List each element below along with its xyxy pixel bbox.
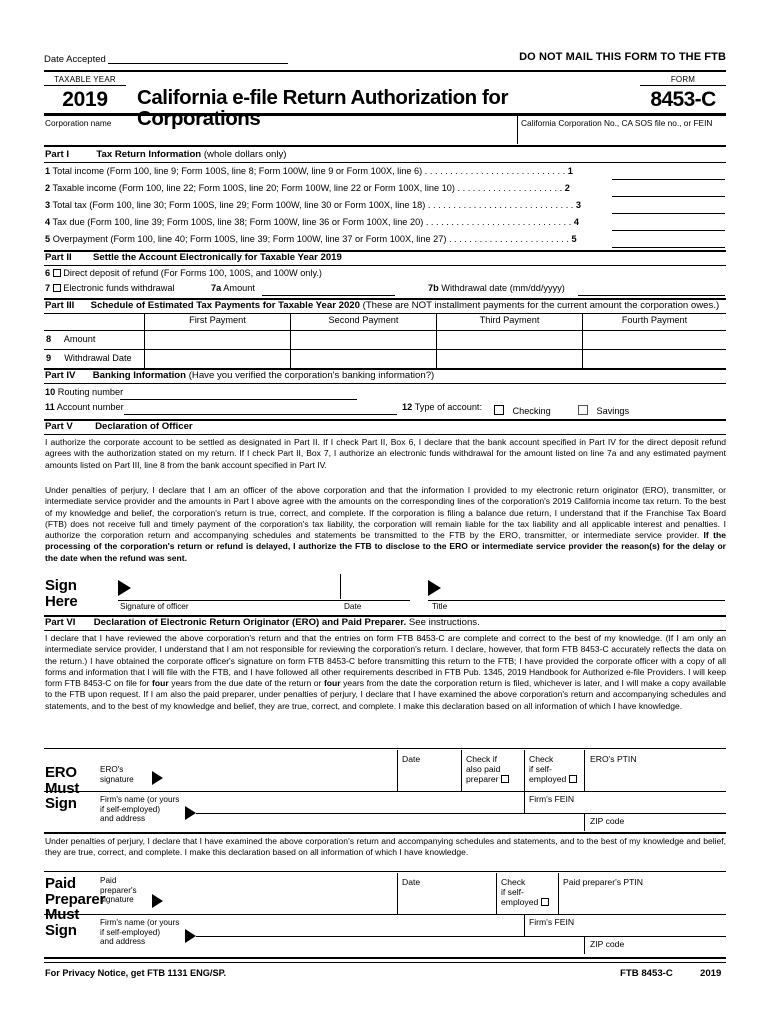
part-1-note: (whole dollars only) [203, 149, 287, 160]
part3-date-cell-4[interactable] [584, 350, 725, 367]
part-4-header [45, 370, 725, 381]
paid-zip-input[interactable] [588, 947, 724, 955]
part-6-header [45, 617, 725, 628]
row-number: 8 [46, 334, 52, 344]
paid-row2-top-rule [132, 914, 726, 915]
ero-zip-input[interactable] [588, 824, 724, 832]
part-6-note: See instructions. [408, 617, 480, 628]
ero-also-paid-l2: also paid [466, 764, 501, 774]
ero-also-paid-l1: Check if [466, 754, 498, 764]
part6-paragraph [45, 633, 726, 712]
ero-label-line-2: Must [45, 779, 80, 797]
line-text: Overpayment (Form 100, line 40; Form 100S, line 39; Form 100W, line 37 or Form 100X, line 27) [52, 234, 447, 244]
paid-block-top-rule [44, 871, 726, 872]
paid-block-bottom-rule [44, 957, 726, 959]
paid-self-employed-checkbox[interactable] [541, 898, 549, 906]
row-label: Withdrawal Date [64, 353, 132, 363]
footer-top-rule [44, 962, 726, 963]
ero-self-emp-l3-text: employed [529, 774, 567, 784]
ero-label-line-3: Sign [45, 795, 77, 812]
part-1-title: Tax Return Information [96, 149, 202, 160]
officer-title-label: Title [432, 602, 448, 611]
part2-line-6 [45, 268, 322, 278]
paid-self-emp-l3 [501, 897, 549, 907]
part3-date-cell-2[interactable] [292, 350, 435, 367]
part3-row-9 [46, 353, 132, 363]
leader-dots: . . . . . . . . . . . . . . . . . . . . . . . . [448, 234, 569, 244]
leader-dots: . . . . . . . . . . . . . . . . . . . . . . . . . . . . . [427, 200, 574, 210]
line-number: 10 [45, 387, 56, 397]
part6-bold-1: four [152, 678, 169, 689]
line-number: 3 [45, 200, 51, 210]
paid-date-input[interactable] [400, 888, 492, 913]
footer-form-id: FTB 8453-C [620, 968, 673, 979]
do-not-mail-notice: DO NOT MAIL THIS FORM TO THE FTB [519, 51, 726, 63]
checking-label: Checking [512, 406, 551, 416]
line-text: Amount [223, 283, 255, 293]
savings-option[interactable] [578, 401, 629, 419]
row-number: 9 [46, 353, 52, 363]
ero-row2-top-rule-left [44, 791, 132, 792]
paid-vline-zip [584, 936, 585, 954]
ero-signature-arrow-icon [152, 771, 163, 785]
part3-col-header-3: Third Payment [479, 315, 540, 325]
part-6-rule [44, 630, 726, 631]
part3-amount-cell-1[interactable] [146, 331, 289, 348]
part-5-rule [44, 434, 726, 435]
part-5-title: Declaration of Officer [95, 421, 193, 432]
date-accepted-label: Date Accepted [44, 54, 106, 65]
paid-vline-ptin [558, 873, 559, 914]
part3-col-header-1: First Payment [189, 315, 246, 325]
ero-row2-top-rule [132, 791, 726, 792]
part6-para-c: years from the date the corporation return is filed, whichever is later, and I will make a copy available to the FTB upon request. If I am also the paid preparer, under penalties of perjury, I declare that I have examined the above corporation's return and accompanying schedules and statements, and to the best of my knowledge and belief, they are true, correct, and complete. I make this declaration based on all information of which I have knowledge. [45, 678, 727, 711]
part-6-title: Declaration of Electronic Return Originator (ERO) and Paid Preparer. [93, 617, 407, 628]
part-2-rule [44, 265, 726, 266]
paid-firm-l2: if self-employed) [100, 927, 161, 937]
part-6-number: Part VI [45, 617, 76, 628]
part3-amount-cell-4[interactable] [584, 331, 725, 348]
sign-here-label [45, 578, 78, 609]
line-ref: 3 [575, 200, 582, 210]
officer-title-input[interactable] [428, 574, 725, 600]
line-text: Direct deposit of refund (For Forms 100, 100S, and 100W only.) [63, 268, 322, 278]
ero-firm-l1: Firm's name (or yours [100, 795, 180, 804]
ero-firm-address-input[interactable] [196, 814, 525, 830]
line-ref: 4 [573, 217, 579, 227]
part-5-number: Part V [45, 421, 73, 432]
part-4-title: Banking Information [92, 370, 187, 381]
paid-ptin-label: Paid preparer's PTIN [563, 877, 643, 887]
part3-date-cell-3[interactable] [438, 350, 581, 367]
ero-vline-zip [584, 813, 585, 831]
part1-line-2-input[interactable] [612, 183, 725, 197]
ero-zip-label: ZIP code [590, 816, 625, 826]
ero-self-emp-l2: if self- [529, 764, 552, 774]
part1-line-3-input[interactable] [612, 200, 725, 214]
part3-col-header-4: Fourth Payment [621, 315, 688, 325]
paid-firm-address-input[interactable] [196, 937, 525, 953]
part4-line-11 [45, 402, 124, 412]
part3-vline-1 [290, 313, 291, 368]
line-text: Routing number [57, 387, 124, 397]
part6-para-a: I declare that I have reviewed the above corporation's return and that the entries on form FTB 8453-C are complete and correct to the best of my knowledge. (If I am only an intermediate service provider, I understand that I am not responsible for reviewing the corporation's return. I declare, however, that form FTB 8453-C accurately reflects the data on the return.) I have obtained the corporate officer's signature on form FTB 8453-C before transmitting this return to the FTB; I have provided the corporate officer with a copy of all forms and information that I will file with the FTB, and I have followed all other requirements described in FTB Pub. 1345, 2019 Handbook for Authorized e-file Providers. I will keep form FTB 8453-C on file for [45, 633, 726, 689]
line-text: Total tax (Form 100, line 30; Form 100S, line 29; Form 100W, line 30 or Form 100X, line 18) [52, 200, 426, 210]
part6-bold-2: four [323, 678, 341, 689]
paid-self-emp-l3-text: employed [501, 897, 539, 907]
row-label: Amount [63, 334, 96, 344]
part-3-title: Schedule of Estimated Tax Payments for Taxable Year 2020 [90, 300, 360, 311]
part-3-note: (These are NOT installment payments for the current amount the corporation owes.) [362, 300, 720, 311]
line-number: 1 [45, 166, 51, 176]
paid-signature-arrow-icon [152, 894, 163, 908]
corporation-id-input[interactable] [521, 128, 724, 144]
corp-id-divider [517, 116, 518, 144]
part2-line-7b [428, 283, 565, 293]
part2-line-7a [211, 283, 255, 293]
paid-firm-l3: and address [100, 937, 146, 947]
paid-date-label: Date [402, 877, 421, 887]
part5-para2-text: Under penalties of perjury, I declare that I am an officer of the above corporation and that the information I provided to my electronic return originator (ERO), transmitter, or intermediate service provider and the amounts in Part I above agree with the amounts on the corresponding lines of the corporation's 2019 California income tax return. To the best of my knowledge and belief, the corporation's return is true, correct, and complete. If the corporation is filing a balance due return, I understand that if the Franchise Tax Board (FTB) does not receive full and timely payment of the corporation's tax liability, the corporation will remain liable for the tax liability and all applicable interest and penalties. I authorize the corporation return and accompanying schedules and statements be transmitted to the FTB by the ERO, transmitter, or intermediate service provider. [45, 485, 726, 541]
part6-para-b: years from the due date of the return or [168, 678, 324, 689]
part-2-header [45, 252, 725, 263]
part4-line-10 [45, 387, 123, 397]
line-number: 12 [402, 402, 413, 412]
officer-date-input[interactable] [344, 574, 408, 600]
part-4-rule [44, 383, 726, 384]
date-accepted-input[interactable] [108, 50, 288, 64]
privacy-notice: For Privacy Notice, get FTB 1131 ENG/SP. [45, 968, 227, 978]
line-ref: 2 [564, 183, 570, 193]
part-3-header [45, 300, 725, 311]
line-text: Type of account: [414, 402, 483, 412]
part3-vline-2 [436, 313, 437, 368]
signature-of-officer-label: Signature of officer [120, 602, 189, 611]
part2-withdrawal-date-input[interactable] [578, 283, 725, 296]
ero-also-paid-l3 [466, 774, 509, 784]
corp-row-rule [44, 145, 726, 147]
ero-date-label: Date [402, 754, 421, 764]
paid-firm-arrow-icon [185, 929, 196, 943]
ero-signature-input[interactable] [166, 752, 394, 790]
part5-paragraph-1: I authorize the corporate account to be settled as designated in Part II. If I check Part II, Box 6, I declare that the bank account specified in Part IV for the direct deposit refund agrees with the authorization stated on my return. If I check Part II, Box 7, I authorize an electronic funds withdrawal for the amount listed on line 7a and any estimated payment amounts listed on Part III, line 8 from the bank account specified in Part IV. [45, 437, 726, 470]
part1-line-3 [45, 200, 581, 210]
ero-vline-fein [524, 791, 525, 813]
ero-self-employed-checkbox[interactable] [569, 775, 577, 783]
footer-year: 2019 [700, 968, 722, 979]
ero-signature-label [100, 765, 134, 784]
part1-line-5-input[interactable] [612, 234, 725, 248]
paid-firm-label [100, 918, 179, 947]
ero-firm-name-input[interactable] [196, 795, 525, 813]
part-5-header [45, 421, 725, 432]
part3-amount-cell-2[interactable] [292, 331, 435, 348]
paid-zip-top-rule [525, 936, 726, 937]
part2-amount-input[interactable] [262, 283, 395, 296]
paid-check-self-employed[interactable] [501, 877, 549, 907]
part3-vline-0 [144, 313, 145, 368]
taxable-year-label: TAXABLE YEAR [44, 75, 126, 86]
page-title: California e-file Return Authorization for Corporations [137, 86, 508, 130]
ero-block-bottom-rule [44, 832, 726, 834]
leader-dots: . . . . . . . . . . . . . . . . . . . . . [457, 183, 563, 193]
line-text: Taxable income (Form 100, line 22; Form 100S, line 20; Form 100W, line 22 or Form 100X, line 10) [52, 183, 455, 193]
checking-option[interactable] [494, 401, 551, 419]
part-4-note: (Have you verified the corporation's banking information?) [188, 370, 435, 381]
paid-firm-name-input[interactable] [196, 918, 525, 936]
ero-check-self-employed[interactable] [529, 754, 577, 784]
ero-block-top-rule [44, 748, 726, 749]
paid-label-line-4: Sign [45, 921, 77, 939]
ero-vline-ptin [584, 750, 585, 791]
paid-signature-input[interactable] [166, 875, 394, 913]
savings-label: Savings [596, 406, 630, 416]
line-number: 11 [45, 402, 55, 412]
line-text: Total income (Form 100, line 9; Form 100S, line 8; Form 100W, line 9 or Form 100X, line 6) [52, 166, 423, 176]
ero-also-paid-preparer-checkbox[interactable] [501, 775, 509, 783]
part-2-title: Settle the Account Electronically for Taxable Year 2019 [93, 252, 342, 263]
paid-label-line-3: Must [45, 906, 80, 923]
paid-preparer-must-sign-label [45, 876, 105, 938]
part4-line-12 [402, 402, 482, 412]
line-number: 7a [211, 283, 222, 293]
line-text: Account number [56, 402, 124, 412]
part-1-number: Part I [45, 149, 69, 160]
sign-here-line-1: Sign [45, 577, 77, 594]
ero-vline-date [397, 750, 398, 791]
paid-vline-fein [524, 914, 525, 936]
part5-paragraph-2 [45, 485, 726, 564]
part-3-number: Part III [45, 300, 75, 311]
paid-ptin-input[interactable] [561, 888, 724, 913]
paid-vline-selfemp [496, 873, 497, 914]
ero-firm-l3: and address [100, 814, 146, 824]
line-number: 7b [428, 283, 439, 293]
paid-label-line-2: Preparer [45, 890, 106, 908]
line-number: 4 [45, 217, 51, 227]
ero-check-also-paid[interactable] [466, 754, 509, 784]
part-4-number: Part IV [45, 370, 76, 381]
officer-date-label: Date [344, 602, 362, 611]
officer-title-rule [428, 600, 725, 601]
sign-here-line-2: Here [45, 592, 78, 610]
line-number: 2 [45, 183, 51, 193]
ero-firm-label [100, 795, 179, 824]
ero-signature-label-l2: signature [100, 774, 134, 784]
corporation-name-label: Corporation name [45, 118, 112, 128]
leader-dots: . . . . . . . . . . . . . . . . . . . . . . . . . . . . [424, 166, 566, 176]
part1-line-4 [45, 217, 579, 227]
ero-fein-label: Firm's FEIN [529, 794, 575, 804]
account-number-input[interactable] [124, 402, 397, 415]
ero-self-emp-l1: Check [529, 754, 554, 764]
paid-signature-label-l3: signature [100, 895, 134, 905]
line-number: 7 [45, 283, 51, 293]
header-rule-top [44, 70, 726, 72]
form-number: 8453-C [650, 88, 716, 111]
part3-vline-3 [582, 313, 583, 368]
part1-line-5 [45, 234, 577, 244]
line-number: 6 [45, 268, 51, 278]
electronic-funds-withdrawal-checkbox[interactable] [53, 284, 61, 292]
ero-ptin-input[interactable] [588, 765, 724, 790]
paid-label-line-1: Paid [45, 875, 76, 892]
ero-vline-alsopaid [461, 750, 462, 791]
line-text: Electronic funds withdrawal [63, 283, 175, 293]
ero-label-line-1: ERO [45, 764, 77, 781]
part-1-header [45, 149, 725, 160]
title-rule-bottom [44, 113, 726, 116]
paid-self-emp-l1: Check [501, 877, 526, 887]
paid-vline-date [397, 873, 398, 914]
ero-date-input[interactable] [400, 765, 460, 790]
paid-signature-label-l2: preparer's [100, 885, 137, 895]
corporation-id-label: California Corporation No., CA SOS file no., or FEIN [521, 118, 713, 128]
leader-dots: . . . . . . . . . . . . . . . . . . . . . . . . . . . . . [425, 217, 572, 227]
part1-line-2 [45, 183, 570, 193]
line-text: Tax due (Form 100, line 39; Form 100S, line 38; Form 100W, line 36 or Form 100X, line 20) [52, 217, 424, 227]
part3-col-header-2: Second Payment [328, 315, 399, 325]
routing-number-input[interactable] [120, 387, 357, 400]
part3-row-8 [46, 334, 95, 344]
checking-checkbox[interactable] [494, 405, 504, 415]
part5-para2-bold: If the processing of the corporation's return or refund is delayed, I authorize the FTB to disclose to the ERO or intermediate service provider the reason(s) for the delay or the date when the refund was sent. [45, 530, 726, 563]
savings-checkbox[interactable] [578, 405, 588, 415]
part3-date-cell-1[interactable] [146, 350, 289, 367]
line-text: Withdrawal date (mm/dd/yyyy) [441, 283, 565, 293]
corporation-name-input[interactable] [45, 128, 515, 144]
part3-amount-cell-3[interactable] [438, 331, 581, 348]
part-2-number: Part II [45, 252, 72, 263]
officer-signature-rule [118, 600, 410, 601]
ero-also-paid-l3-text: preparer [466, 774, 499, 784]
ero-must-sign-label [45, 765, 79, 812]
paid-zip-label: ZIP code [590, 939, 625, 949]
ero-zip-top-rule [525, 813, 726, 814]
line-number: 5 [45, 234, 51, 244]
ero-self-emp-l3 [529, 774, 577, 784]
ero-firm-arrow-icon [185, 806, 196, 820]
paid-fein-label: Firm's FEIN [529, 917, 575, 927]
line-ref: 5 [571, 234, 577, 244]
paid-row2-top-rule-left [44, 914, 132, 915]
part1-line-1-input[interactable] [612, 166, 725, 180]
taxable-year-value: 2019 [62, 88, 108, 111]
part1-line-1 [45, 166, 573, 176]
paid-preparer-declaration: Under penalties of perjury, I declare that I have examined the above corporation's return and accompanying schedules and statements, and to the best of my knowledge and belief, they are true, correct, and complete. I make this declaration based on all information of which I have knowledge. [45, 836, 726, 858]
ero-ptin-label: ERO's PTIN [590, 754, 637, 764]
form-label: FORM [640, 75, 726, 86]
part-1-rule [44, 162, 726, 163]
part-3-table [44, 313, 726, 369]
paid-signature-label [100, 876, 137, 905]
paid-signature-label-l1: Paid [100, 876, 117, 885]
ero-vline-selfemp [524, 750, 525, 791]
paid-firm-l1: Firm's name (or yours [100, 918, 180, 927]
part1-line-4-input[interactable] [612, 217, 725, 231]
ero-signature-label-l1: ERO's [100, 765, 124, 774]
line-ref: 1 [567, 166, 573, 176]
direct-deposit-checkbox[interactable] [53, 269, 61, 277]
ero-firm-l2: if self-employed) [100, 804, 161, 814]
signature-date-divider [340, 574, 341, 599]
part2-line-7 [45, 283, 175, 293]
paid-self-emp-l2: if self- [501, 887, 524, 897]
